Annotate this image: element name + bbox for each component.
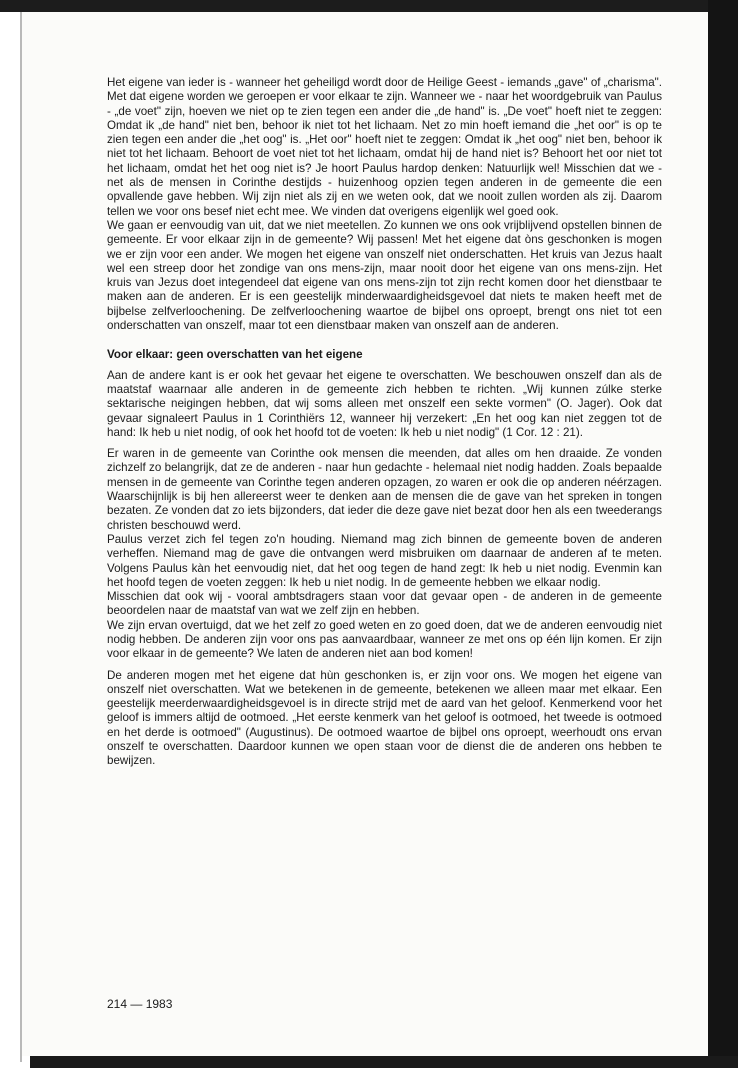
- article-body: [107, 76, 662, 769]
- paragraph-overschatten: Aan de andere kant is er ook het gevaar het eigene te overschatten. We beschouwen onszelf dan als de maatstaf waarnaar alle anderen in de gemeente zich hebben te richten. „Wij kunnen zúlke sterke sektarische neigingen hebben, dat wij soms alleen met onszelf een sekte vormen" (O. Jager). Ook dat gevaar signaleert Paulus in 1 Corinthiërs 12, wanneer hij verzekert: „En het oog kan niet zeggen tot de hand: Ik heb u niet nodig, of ook het hoofd tot de voeten: Ik heb u niet nodig" (1 Cor. 12 : 21).: [107, 368, 662, 439]
- document-page: [22, 12, 708, 1056]
- paragraph-eigene-gave: Het eigene van ieder is - wanneer het geheiligd wordt door de Heilige Geest - iemands „gave" of „charisma". Met dat eigene worden we geroepen er voor elkaar te zijn. Wanneer we - naar het woordgebruik van Paulus - „de voet" zijn, hoeven we niet op te zien tegen een ander die „de hand" is. „De voet" hoeft niet te zeggen: Omdat ik „de hand" niet ben, behoor ik niet tot het lichaam. Net zo min hoeft iemand die „het oor" is op te zien tegen een ander die „het oog" is. „Het oor" hoeft niet te zeggen: Omdat ik „het oog" niet ben, behoor ik niet tot het lichaam. Behoort de voet niet tot het lichaam, omdat hij de hand niet is? Behoort het oor niet tot het lichaam, omdat het het oog niet is? Je hoort Paulus hardop denken: Natuurlijk wel! Misschien dat we - net als de mensen in Corinthe destijds - huizenhoog opzien tegen anderen in de gemeente die een opvallende gave hebben. Wij zijn niet als zij en we weten ook, dat we nooit zullen worden als zij. Daarom tellen we voor ons besef niet echt mee. We vinden dat overigens eigenlijk wel goed ook.: [107, 76, 662, 218]
- page-number: 214 — 1983: [107, 997, 173, 1011]
- scan-border-right: [708, 0, 738, 1068]
- section-heading: Voor elkaar: geen overschatten van het eigene: [107, 348, 363, 362]
- paragraph-ootmoed: De anderen mogen met het eigene dat hùn geschonken is, er zijn voor ons. We mogen het eigene van onszelf niet overschatten. Wat we betekenen in de gemeente, betekenen we alleen maar met elkaar. Een geestelijk meerderwaardigheidsgevoel is in directe strijd met de aard van het geloof. Kenmerkend voor het geloof is immers altijd de ootmoed. „Het eerste kenmerk van het geloof is ootmoed, het tweede is ootmoed en het derde is ootmoed" (Augustinus). De ootmoed waartoe de bijbel ons oproept, weerhoudt ons ervan onszelf te overschatten. Daardoor kunnen we open staan voor de dienst die de anderen ons hebben te bewijzen.: [107, 668, 662, 768]
- paragraph-ambtsdragers: Misschien dat ook wij - vooral ambtsdragers staan voor dat gevaar open - de anderen in de gemeente beoordelen naar de maatstaf van wat we zelf zijn en hebben.: [107, 590, 662, 618]
- paragraph-paulus-verzet: Paulus verzet zich fel tegen zo'n houding. Niemand mag zich binnen de gemeente boven de anderen verheffen. Niemand mag de gave die ontvangen werd misbruiken om daarnaar de anderen af te meten. Volgens Paulus kàn het eenvoudig niet, dat het oog tegen de hand zegt: Ik heb u niet nodig. Evenmin kan het hoofd tegen de voeten zeggen: Ik heb u niet nodig. In de gemeente hebben we elkaar nodig.: [107, 532, 662, 589]
- paragraph-corinthe: Er waren in de gemeente van Corinthe ook mensen die meenden, dat alles om hen draaide. Ze vonden zichzelf zo belangrijk, dat ze de anderen - naar hun gedachte - helemaal niet nodig hadden. Zoals bepaalde mensen in de gemeente van Corinthe tegen anderen opzagen, zo waren er ook die op anderen néérzagen. Waarschijnlijk is bij hen allereerst weer te denken aan de mensen die de gave van het spreken in tongen bezaten. Ze vonden dat zo iets bijzonders, dat ieder die deze gave niet bezat door hen als een tweederangs christen beschouwd werd.: [107, 447, 662, 532]
- paragraph-niet-meetellen: We gaan er eenvoudig van uit, dat we niet meetellen. Zo kunnen we ons ook vrijblijvend opstellen binnen de gemeente. Er voor elkaar zijn in de gemeente? Wij passen! Met het eigene dat òns geschonken is mogen we er zijn voor een ander. We mogen het eigene van onszelf niet onderschatten. Het kruis van Jezus haalt wel een streep door het zondige van ons mens-zijn, maar nooit door het eigene van ons mens-zijn. Het kruis van Jezus doet integendeel dat eigene van ons mens-zijn tot zijn recht komen door het dienstbaar te maken aan de anderen. Er is een geestelijk minderwaardigheidsgevoel dat niets te maken heeft met de bijbelse zelfverloochening. De zelfverloochening waartoe de bijbel ons oproept, brengt ons niet tot een onderschatten van onszelf, maar tot een dienstbaar maken van onszelf aan de anderen.: [107, 218, 662, 333]
- scan-border-bottom: [30, 1056, 738, 1068]
- paragraph-overtuigd: We zijn ervan overtuigd, dat we het zelf zo goed weten en zo goed doen, dat we de anderen eenvoudig niet nodig hebben. De anderen zijn voor ons pas aanvaardbaar, wanneer ze met ons op één lijn komen. Er zijn voor elkaar in de gemeente? We laten de anderen niet aan bod komen!: [107, 618, 662, 661]
- scan-border-top: [0, 0, 738, 12]
